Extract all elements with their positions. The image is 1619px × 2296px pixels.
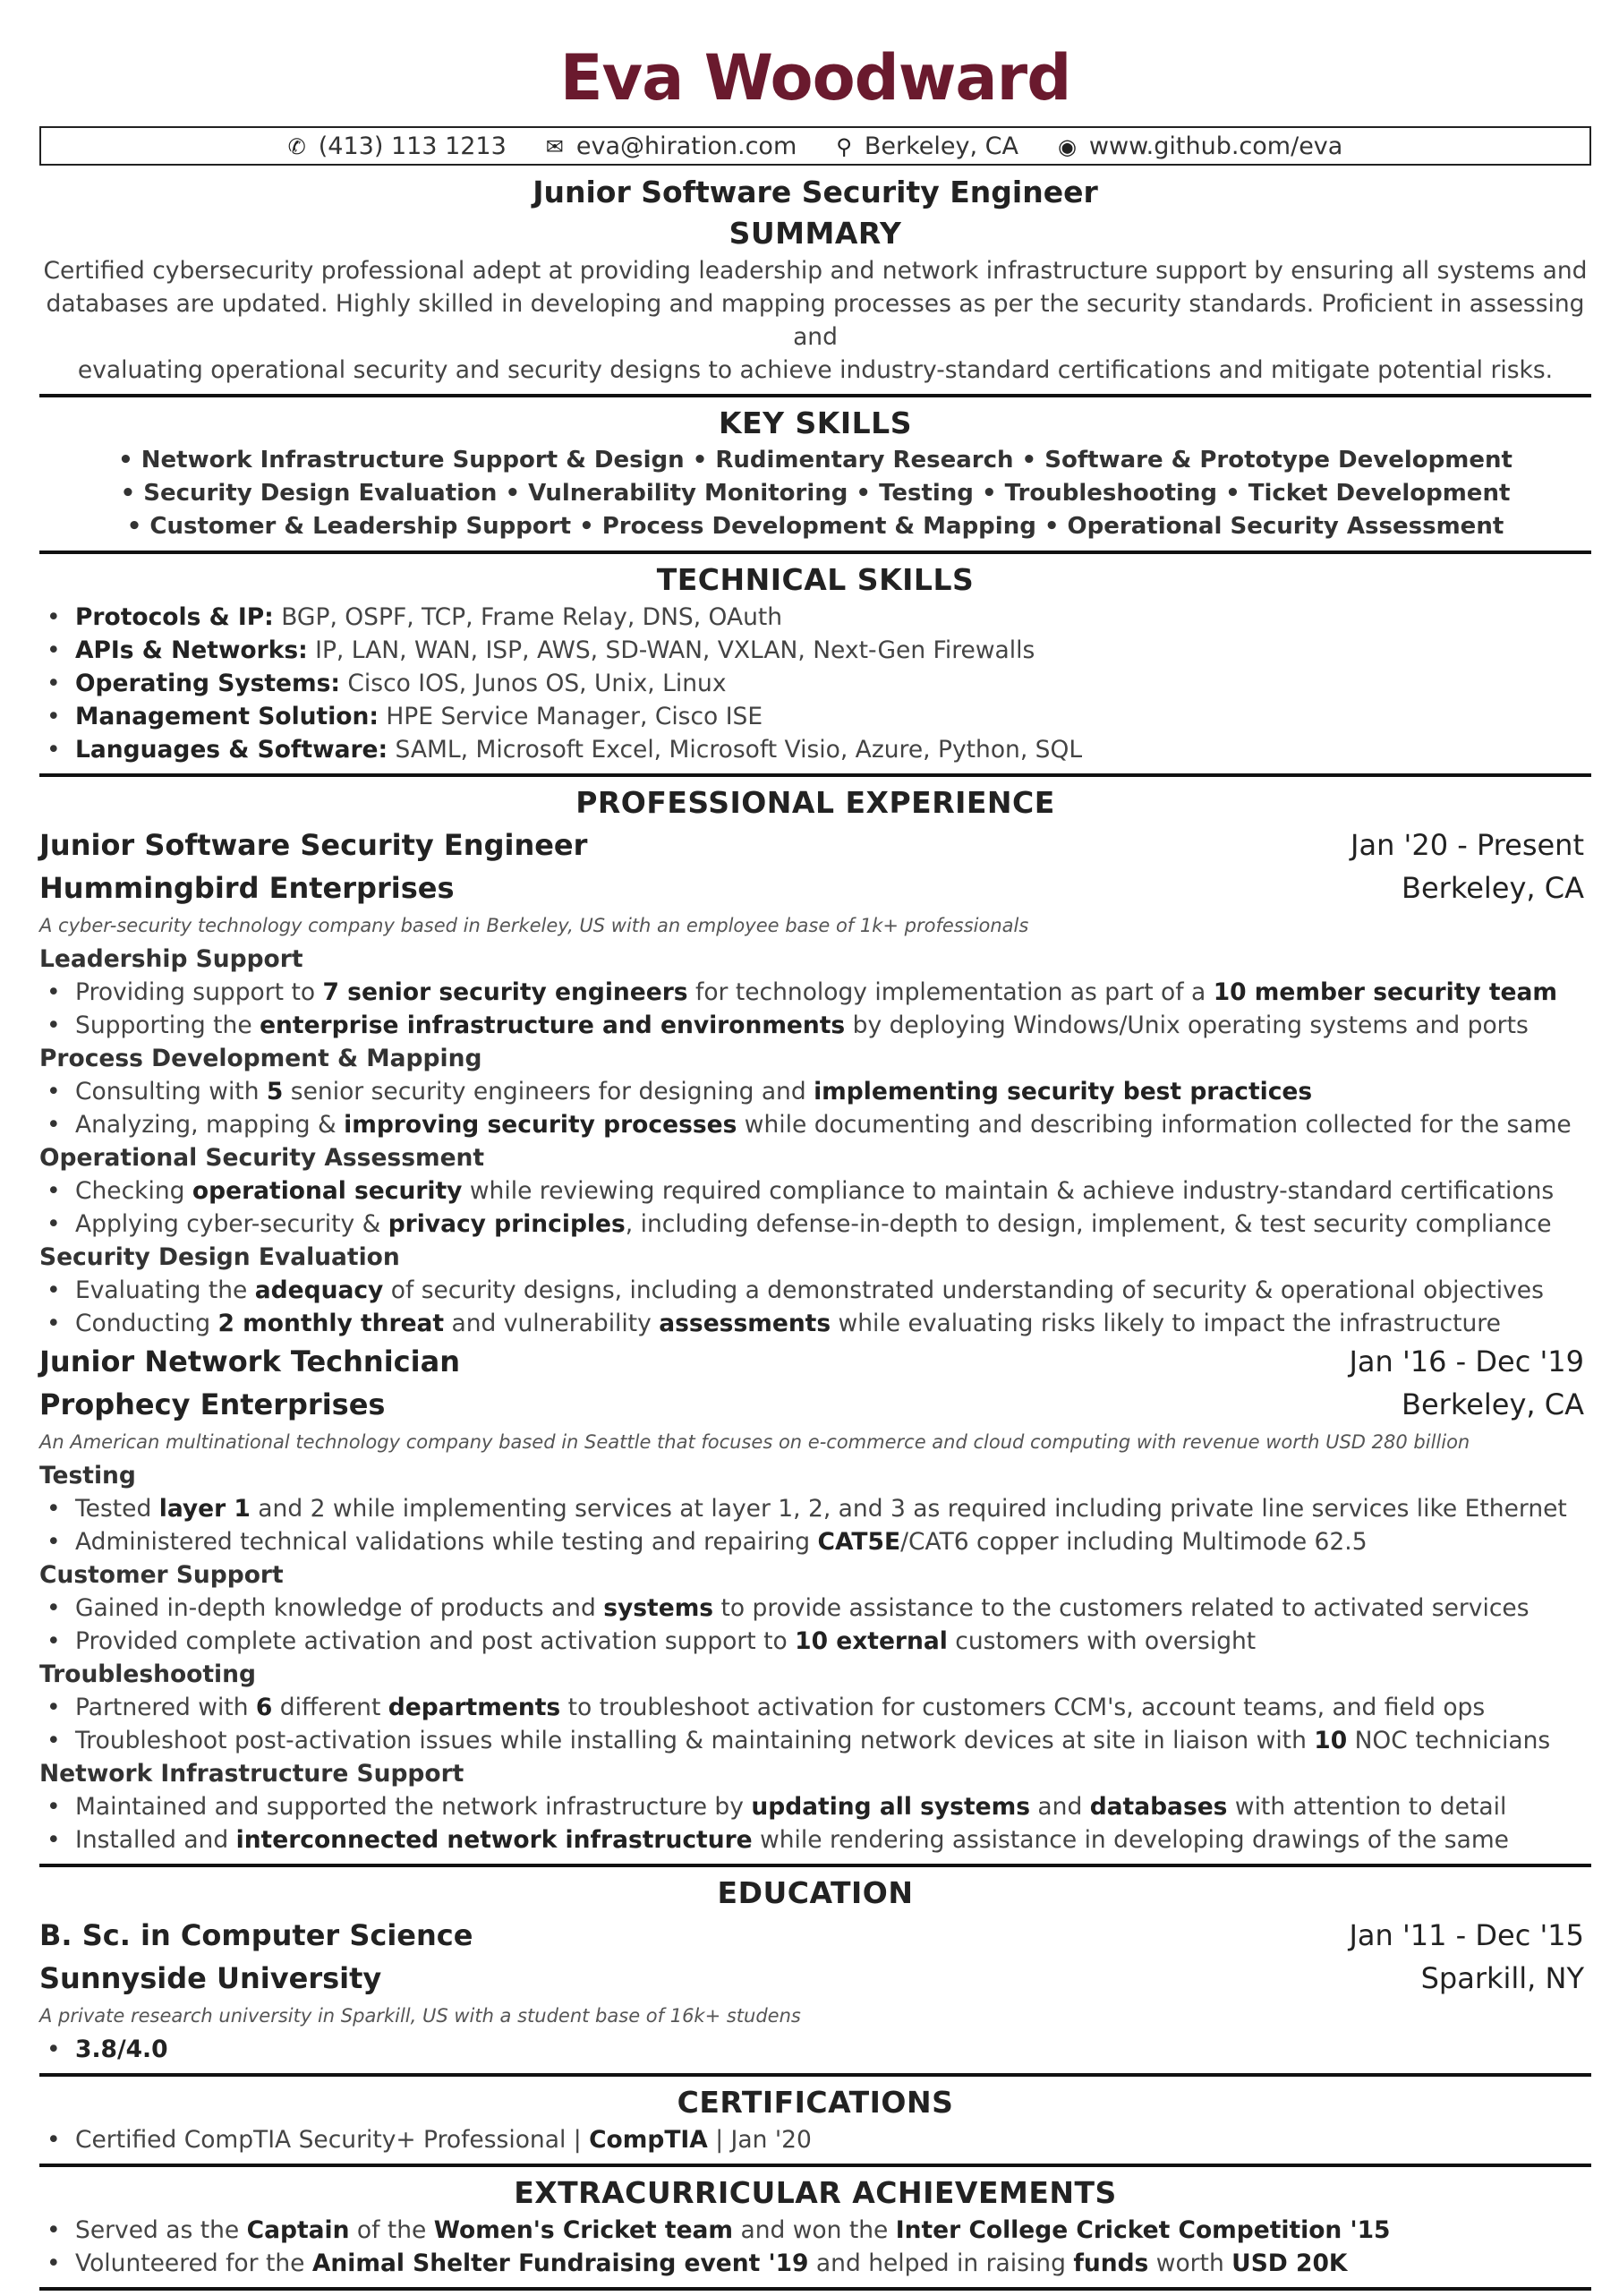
resume-body [39, 172, 1591, 2296]
company-description: An American multinational technology company based in Seattle that focuses on e-commerce and cloud computing with revenue worth USD 280 billion [39, 1431, 1470, 1453]
list-item [39, 1307, 1591, 1340]
section-divider [39, 773, 1591, 777]
list-item [39, 1625, 1591, 1658]
job-location: Berkeley, CA [1402, 871, 1584, 905]
bullet-list [39, 1075, 1591, 1141]
text-segment: NOC technicians [1347, 1727, 1551, 1754]
bullet-list [39, 1174, 1591, 1241]
section-heading-technical-skills: TECHNICAL SKILLS [656, 562, 975, 597]
text-segment: and 2 while implementing services at layer 1, 2, and 3 as required including private line services like Ethernet [250, 1495, 1567, 1523]
text-segment: senior security engineers for designing and [283, 1078, 814, 1105]
bold-text: 5 [266, 1078, 284, 1105]
text-segment: Troubleshoot post-activation issues while installing & maintaining network devices at site in liaison with [75, 1727, 1315, 1754]
text-segment: HPE Service Manager, Cisco ISE [378, 703, 763, 730]
section-divider [39, 2287, 1591, 2291]
text-segment: and vulnerability [444, 1310, 660, 1337]
text-segment: of the [349, 2216, 434, 2244]
section-divider [39, 1864, 1591, 1867]
bold-text: 10 member security team [1213, 978, 1558, 1006]
github-icon: ◉ [1057, 133, 1077, 159]
bold-text: layer 1 [158, 1495, 251, 1523]
summary-line: evaluating operational security and security designs to achieve industry-standard certifications and mitigate potential risks. [77, 356, 1554, 384]
list-item [39, 601, 1591, 634]
section-heading-summary: SUMMARY [729, 216, 902, 251]
company-name: Hummingbird Enterprises [39, 871, 455, 905]
education-dates: Jan '11 - Dec '15 [1349, 1918, 1584, 1952]
text-segment: Maintained and supported the network infrastructure by [75, 1793, 752, 1821]
text-segment: | Jan '20 [707, 2126, 812, 2154]
contact-text[interactable]: Berkeley, CA [864, 132, 1018, 160]
responsibility-group-title: Operational Security Assessment [39, 1144, 485, 1172]
summary-line: Certified cybersecurity professional adept at providing leadership and network infrastructure support by ensuring all systems and [43, 257, 1588, 285]
bold-text: Protocols & IP: [75, 603, 274, 631]
text-segment: worth [1148, 2249, 1232, 2277]
text-segment: Partnered with [75, 1694, 256, 1721]
bullet-list [39, 1691, 1591, 1757]
text-segment: BGP, OSPF, TCP, Frame Relay, DNS, OAuth [273, 603, 783, 631]
bold-text: 6 [255, 1694, 273, 1721]
responsibility-group-title: Customer Support [39, 1561, 284, 1589]
text-segment: Applying cyber-security & [75, 1210, 388, 1238]
list-item [39, 1691, 1591, 1724]
text-segment: Evaluating the [75, 1276, 255, 1304]
responsibility-group-title: Process Development & Mapping [39, 1045, 482, 1072]
bold-text: interconnected network infrastructure [235, 1826, 753, 1854]
text-segment: for technology implementation as part of a [687, 978, 1214, 1006]
school-description: A private research university in Sparkill, US with a student base of 16k+ studens [39, 2005, 801, 2027]
job-dates: Jan '20 - Present [1351, 828, 1584, 862]
text-segment: Cisco IOS, Junos OS, Unix, Linux [340, 670, 727, 697]
bold-text: assessments [659, 1310, 831, 1337]
entry-row [39, 1914, 1591, 1957]
text-segment: , including defense-in-depth to design, implement, & test security compliance [625, 1210, 1552, 1238]
bold-text: APIs & Networks: [75, 636, 308, 664]
bullet-list [39, 2123, 1591, 2156]
text-segment: Provided complete activation and post activation support to [75, 1627, 796, 1655]
contact-item-2[interactable] [836, 132, 1018, 160]
text-segment: while documenting and describing information collected for the same [737, 1111, 1572, 1139]
bullet-list [39, 2033, 1591, 2066]
contact-text: (413) 113 1213 [318, 132, 507, 160]
section-divider [39, 2073, 1591, 2077]
bold-text: departments [388, 1694, 561, 1721]
bullet-list [39, 1592, 1591, 1658]
job-title: Junior Software Security Engineer [39, 828, 588, 862]
list-item [39, 1790, 1591, 1823]
entry-row [39, 1383, 1591, 1426]
text-segment: and [1029, 1793, 1090, 1821]
bold-text: CAT5E [817, 1528, 901, 1556]
text-segment: Volunteered for the [75, 2249, 312, 2277]
list-item [39, 2033, 1591, 2066]
list-item [39, 2123, 1591, 2156]
list-item [39, 1724, 1591, 1757]
text-segment: different [272, 1694, 388, 1721]
list-item [39, 2247, 1591, 2280]
text-segment: SAML, Microsoft Excel, Microsoft Visio, Azure, Python, SQL [388, 736, 1083, 764]
list-item [39, 667, 1591, 700]
list-item [39, 1075, 1591, 1108]
bold-text: Languages & Software: [75, 736, 388, 764]
job-location: Berkeley, CA [1402, 1387, 1584, 1421]
text-segment: by deploying Windows/Unix operating systems and ports [845, 1011, 1529, 1039]
list-item [39, 634, 1591, 667]
key-skills-line: • Customer & Leadership Support • Process Development & Mapping • Operational Security Assessment [126, 513, 1504, 540]
list-item [39, 1525, 1591, 1558]
list-item [39, 1009, 1591, 1042]
list-item [39, 976, 1591, 1009]
contact-bar [39, 126, 1591, 166]
bold-text: Women's Cricket team [433, 2216, 734, 2244]
bold-text: USD 20K [1231, 2249, 1348, 2277]
bold-text: 3.8/4.0 [75, 2036, 168, 2063]
job-dates: Jan '16 - Dec '19 [1349, 1344, 1584, 1378]
bullet-list [39, 1790, 1591, 1856]
school-name: Sunnyside University [39, 1961, 382, 1995]
entry-row [39, 824, 1591, 866]
bold-text: implementing security best practices [814, 1078, 1313, 1105]
text-segment: Installed and [75, 1826, 236, 1854]
candidate-name: Eva Woodward [559, 41, 1071, 115]
section-heading-experience: PROFESSIONAL EXPERIENCE [575, 785, 1055, 820]
list-item [39, 700, 1591, 733]
section-heading-education: EDUCATION [717, 1875, 914, 1910]
text-segment: to provide assistance to the customers related to activated services [713, 1594, 1530, 1622]
text-segment: Supporting the [75, 1011, 260, 1039]
list-item [39, 1492, 1591, 1525]
text-segment: Providing support to [75, 978, 323, 1006]
bold-text: funds [1073, 2249, 1149, 2277]
bold-text: privacy principles [388, 1210, 626, 1238]
contact-item-1[interactable] [546, 132, 797, 160]
bold-text: Animal Shelter Fundraising event '19 [311, 2249, 809, 2277]
key-skills-line: • Network Infrastructure Support & Design • Rudimentary Research • Software & Prototype Development [118, 447, 1512, 474]
text-segment: of security designs, including a demonstrated understanding of security & operational objectives [383, 1276, 1544, 1304]
list-item [39, 1208, 1591, 1241]
section-heading-certifications: CERTIFICATIONS [677, 2085, 954, 2120]
text-segment: Administered technical validations while testing and repairing [75, 1528, 818, 1556]
responsibility-group-title: Security Design Evaluation [39, 1243, 400, 1271]
text-segment: Consulting with [75, 1078, 267, 1105]
list-item [39, 2214, 1591, 2247]
text-segment: customers with oversight [947, 1627, 1257, 1655]
key-skills-line: • Security Design Evaluation • Vulnerability Monitoring • Testing • Troubleshooting • Ticket Development [120, 480, 1511, 507]
text-segment: /CAT6 copper including Multimode 62.5 [900, 1528, 1368, 1556]
entry-row [39, 866, 1591, 909]
bold-text: 10 [1314, 1727, 1348, 1754]
text-segment: Conducting [75, 1310, 218, 1337]
text-segment: Served as the [75, 2216, 247, 2244]
responsibility-group-title: Network Infrastructure Support [39, 1760, 464, 1788]
bullet-list [39, 601, 1591, 766]
list-item [39, 733, 1591, 766]
list-item [39, 1823, 1591, 1856]
degree: B. Sc. in Computer Science [39, 1918, 473, 1952]
bold-text: systems [603, 1594, 714, 1622]
bold-text: CompTIA [589, 2126, 708, 2154]
list-item [39, 1274, 1591, 1307]
phone-icon: ✆ [287, 133, 306, 159]
headline: Junior Software Security Engineer [533, 175, 1098, 209]
contact-text[interactable]: eva@hiration.com [575, 132, 797, 160]
text-segment: Tested [75, 1495, 159, 1523]
list-item [39, 1592, 1591, 1625]
location-pin-icon: ⚲ [836, 133, 852, 159]
text-segment: Checking [75, 1177, 192, 1205]
bold-text: databases [1089, 1793, 1228, 1821]
text-segment: and helped in raising [808, 2249, 1074, 2277]
text-segment: while rendering assistance in developing drawings of the same [752, 1826, 1509, 1854]
job-title: Junior Network Technician [39, 1344, 460, 1378]
responsibility-group-title: Testing [39, 1462, 136, 1489]
bold-text: Inter College Cricket Competition '15 [895, 2216, 1391, 2244]
bold-text: adequacy [254, 1276, 384, 1304]
section-divider [39, 394, 1591, 397]
bullet-list [39, 976, 1591, 1042]
bold-text: operational security [192, 1177, 463, 1205]
text-segment: with attention to detail [1227, 1793, 1507, 1821]
bullet-list [39, 1274, 1591, 1340]
education-location: Sparkill, NY [1420, 1961, 1584, 1995]
text-segment: while reviewing required compliance to maintain & achieve industry-standard certifications [462, 1177, 1555, 1205]
company-name: Prophecy Enterprises [39, 1387, 386, 1421]
text-segment: Gained in-depth knowledge of products and [75, 1594, 604, 1622]
responsibility-group-title: Leadership Support [39, 945, 303, 973]
bullet-list [39, 2214, 1591, 2280]
bold-text: 7 senior security engineers [322, 978, 688, 1006]
bold-text: enterprise infrastructure and environments [260, 1011, 846, 1039]
bold-text: 10 external [795, 1627, 948, 1655]
list-item [39, 1174, 1591, 1208]
section-heading-extracurricular: EXTRACURRICULAR ACHIEVEMENTS [514, 2175, 1117, 2210]
responsibility-group-title: Troubleshooting [39, 1660, 256, 1688]
text-segment: while evaluating risks likely to impact the infrastructure [831, 1310, 1501, 1337]
section-divider [39, 551, 1591, 554]
company-description: A cyber-security technology company based in Berkeley, US with an employee base of 1k+ professionals [39, 915, 1029, 936]
section-divider [39, 2164, 1591, 2167]
bold-text: 2 monthly threat [217, 1310, 445, 1337]
contact-text[interactable]: www.github.com/eva [1088, 132, 1343, 160]
text-segment: Analyzing, mapping & [75, 1111, 345, 1139]
entry-row [39, 1340, 1591, 1383]
list-item [39, 1108, 1591, 1141]
contact-item-3[interactable] [1058, 132, 1342, 160]
envelope-icon: ✉ [545, 133, 564, 159]
text-segment: and won the [733, 2216, 896, 2244]
bold-text: updating all systems [751, 1793, 1030, 1821]
bold-text: Operating Systems: [75, 670, 340, 697]
bold-text: Management Solution: [75, 703, 379, 730]
contact-item-0 [288, 132, 507, 160]
bold-text: improving security processes [344, 1111, 737, 1139]
bullet-list [39, 1492, 1591, 1558]
text-segment: Certified CompTIA Security+ Professional | [75, 2126, 590, 2154]
summary-line: databases are updated. Highly skilled in developing and mapping processes as per the security standards. Proficient in assessing and [46, 290, 1585, 351]
entry-row [39, 1957, 1591, 2000]
section-heading-key-skills: KEY SKILLS [719, 405, 912, 440]
text-segment: IP, LAN, WAN, ISP, AWS, SD-WAN, VXLAN, Next-Gen Firewalls [307, 636, 1035, 664]
bold-text: Captain [246, 2216, 350, 2244]
text-segment: to troubleshoot activation for customers CCM's, account teams, and field ops [560, 1694, 1486, 1721]
